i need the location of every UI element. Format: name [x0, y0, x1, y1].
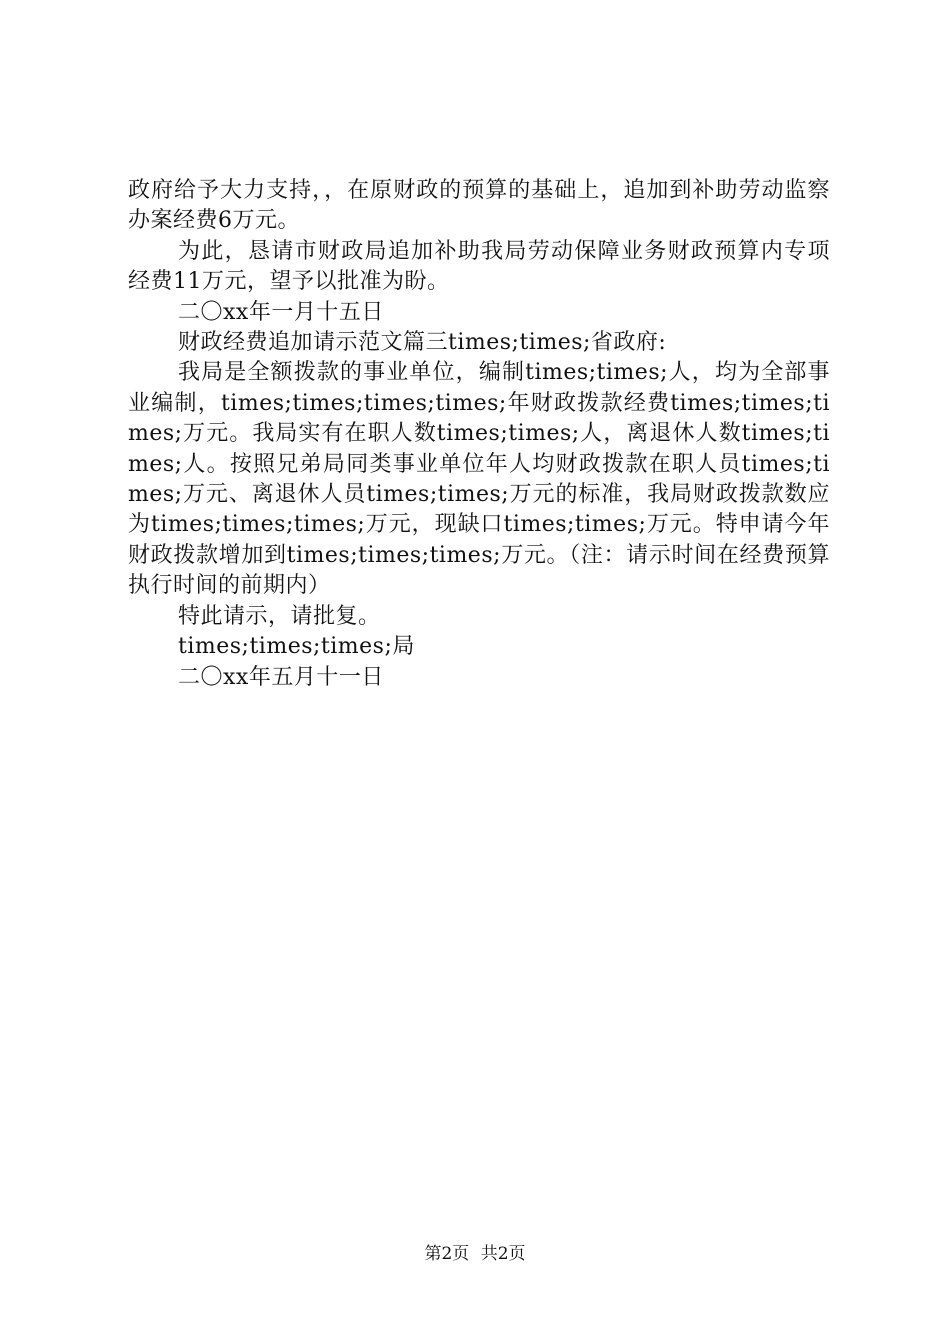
- paragraph-main-body: 我局是全额拨款的事业单位，编制times;times;人，均为全部事业编制，times;times;times;times;年财政拨款经费times;times;times;万元。我局实有在职人数times;times;人，离退休人数times;times;人。按照兄弟局同类事业单位年人均财政拨款在职人员times;times;万元、离退休人员times;times;万元的标准，我局财政拨款数应为times;times;times;万元，现缺口times;times;万元。特申请今年财政拨款增加到times;times;times;万元。（注：请示时间在经费预算执行时间的前期内）: [128, 360, 830, 599]
- paragraph-signature: times;times;times;局: [178, 634, 415, 660]
- paragraph-continuation: 政府给予大力支持，，在原财政的预算的基础上，追加到补助劳动监察办案经费6万元。: [128, 178, 830, 234]
- page-footer: [0, 1244, 950, 1264]
- paragraph-section-heading: 财政经费追加请示范文篇三times;times;省政府:: [178, 330, 667, 356]
- paragraph-closing: 特此请示，请批复。: [178, 603, 381, 629]
- page-number-total: 共2页: [480, 1244, 526, 1264]
- paragraph-request: 为此，恳请市财政局追加补助我局劳动保障业务财政预算内专项经费11万元，望予以批准为盼。: [128, 238, 830, 295]
- paragraph-date-1: 二〇xx年一月十五日: [178, 299, 384, 325]
- paragraph-date-2: 二〇xx年五月十一日: [178, 664, 384, 690]
- document-body: [128, 176, 830, 693]
- page-number-current: 第2页: [424, 1244, 470, 1264]
